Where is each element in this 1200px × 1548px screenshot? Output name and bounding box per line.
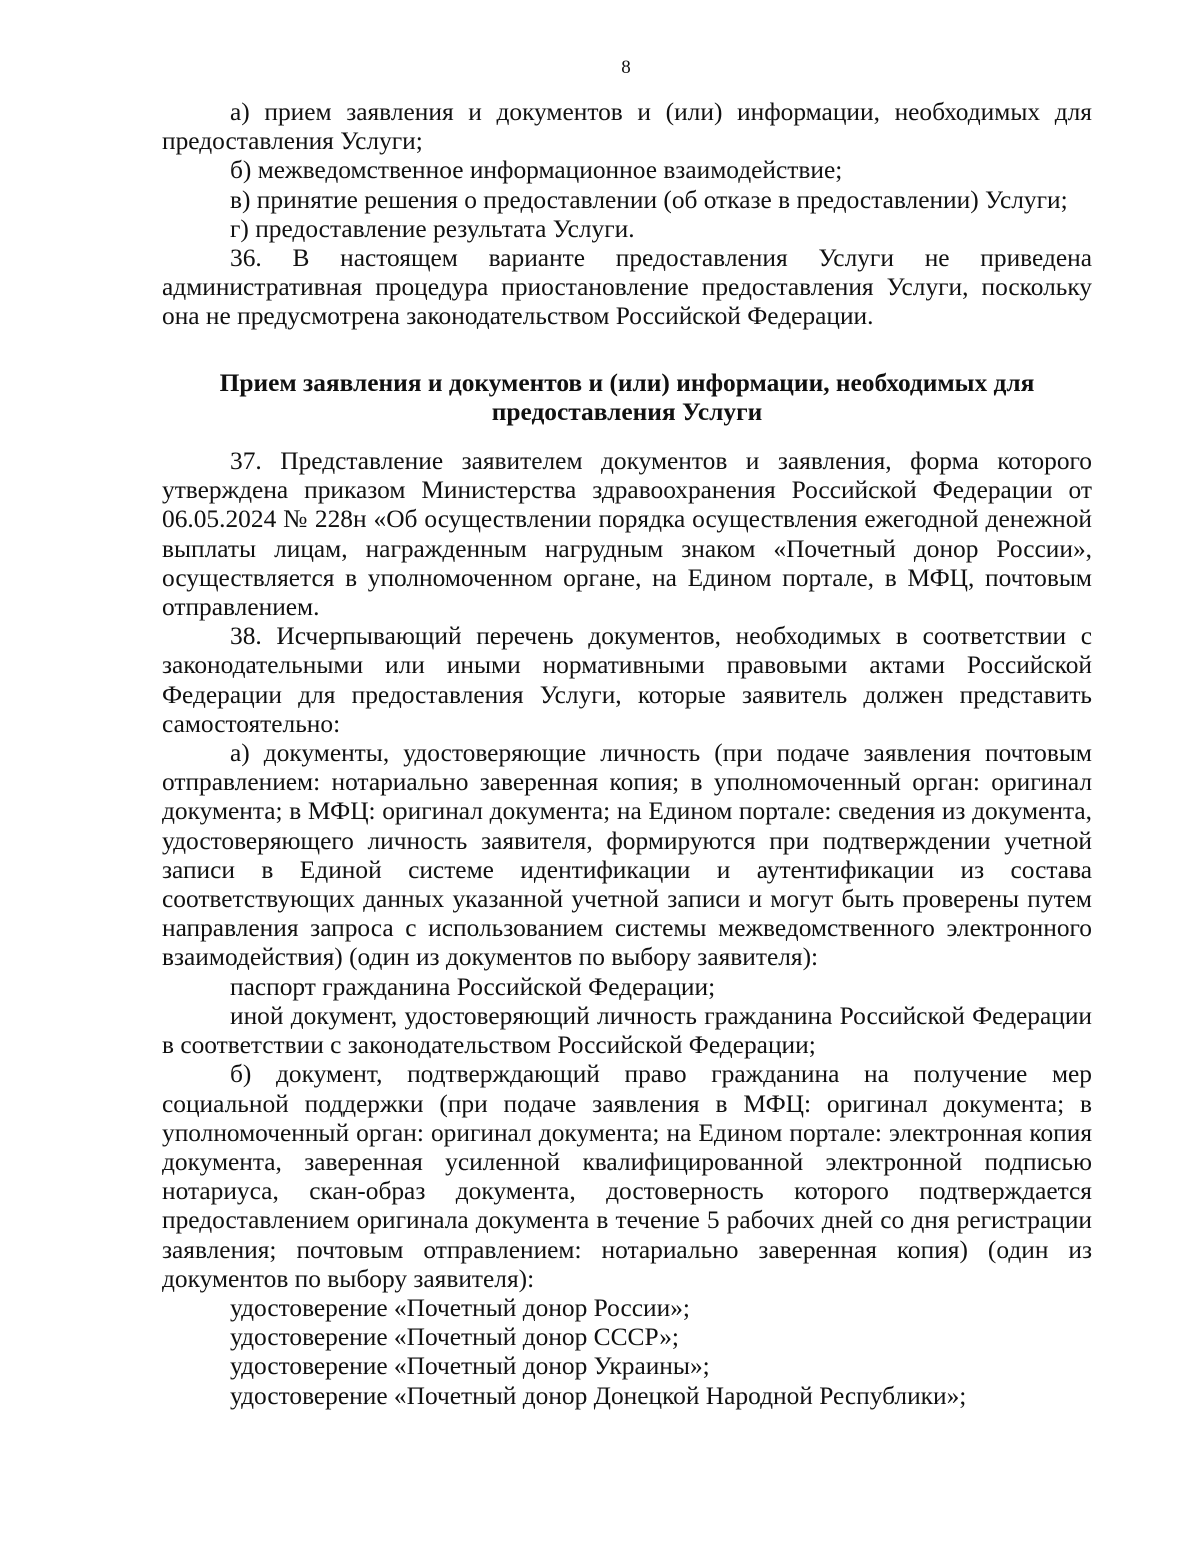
- paragraph-38-a: а) документы, удостоверяющие личность (при подаче заявления почтовым отправлением: нотариально заверенная копия; в уполномоченный орган: оригинал документа; в МФЦ: оригинал документа; на Едином портале: сведения из документа, удостоверяющего личность заявителя, формируются при подтверждении учетной записи в Единой системе идентификации и аутентификации из состава соответствующих данных указанной учетной записи и могут быть проверены путем направления запроса с использованием системы межведомственного электронного взаимодействия) (один из документов по выбору заявителя):: [162, 739, 1092, 972]
- paragraph-item-g: г) предоставление результата Услуги.: [230, 214, 635, 243]
- list-item-other-document: иной документ, удостоверяющий личность гражданина Российской Федерации в соответствии с законодательством Российской Федерации;: [162, 1001, 1092, 1060]
- list-item-certificate-russia: удостоверение «Почетный донор России»;: [230, 1293, 690, 1322]
- list-item-certificate-ussr: удостоверение «Почетный донор СССР»;: [230, 1323, 679, 1352]
- section-heading: [162, 369, 1092, 427]
- list-item-certificate-ukraine: удостоверение «Почетный донор Украины»;: [230, 1352, 710, 1381]
- section-heading-line-2: предоставления Услуги: [491, 397, 763, 426]
- document-body: [162, 98, 1092, 1411]
- paragraph-item-a: а) прием заявления и документов и (или) информации, необходимых для предоставления Услуги;: [162, 98, 1092, 156]
- paragraph-36: 36. В настоящем варианте предоставления Услуги не приведена административная процедура приостановление предоставления Услуги, поскольку она не предусмотрена законодательством Российской Федерации.: [162, 244, 1092, 331]
- page-number: 8: [621, 57, 631, 78]
- paragraph-38-b: б) документ, подтверждающий право гражданина на получение мер социальной поддержки (при подаче заявления в МФЦ: оригинал документа; в уполномоченный орган: оригинал документа; на Едином портале: электронная копия документа, заверенная усиленной квалифицированной электронной подписью нотариуса, скан-образ документа, достоверность которого подтверждается предоставлением оригинала документа в течение 5 рабочих дней со дня регистрации заявления; почтовым отправлением: нотариально заверенная копия) (один из документов по выбору заявителя):: [162, 1060, 1092, 1293]
- paragraph-38: 38. Исчерпывающий перечень документов, необходимых в соответствии с законодательными или иными нормативными правовыми актами Российской Федерации для предоставления Услуги, которые заявитель должен представить самостоятельно:: [162, 622, 1092, 738]
- paragraph-item-b: б) межведомственное информационное взаимодействие;: [230, 156, 843, 185]
- section-heading-line-1: Прием заявления и документов и (или) информации, необходимых для: [219, 368, 1035, 397]
- list-item-certificate-dpr: удостоверение «Почетный донор Донецкой Народной Республики»;: [230, 1381, 967, 1410]
- paragraph-37: 37. Представление заявителем документов и заявления, форма которого утверждена приказом Министерства здравоохранения Российской Федерации от 06.05.2024 № 228н «Об осуществлении порядка осуществления ежегодной денежной выплаты лицам, награжденным нагрудным знаком «Почетный донор России», осуществляется в уполномоченном органе, на Едином портале, в МФЦ, почтовым отправлением.: [162, 447, 1092, 622]
- paragraph-item-v: в) принятие решения о предоставлении (об отказе в предоставлении) Услуги;: [230, 185, 1068, 214]
- list-item-passport: паспорт гражданина Российской Федерации;: [230, 972, 716, 1001]
